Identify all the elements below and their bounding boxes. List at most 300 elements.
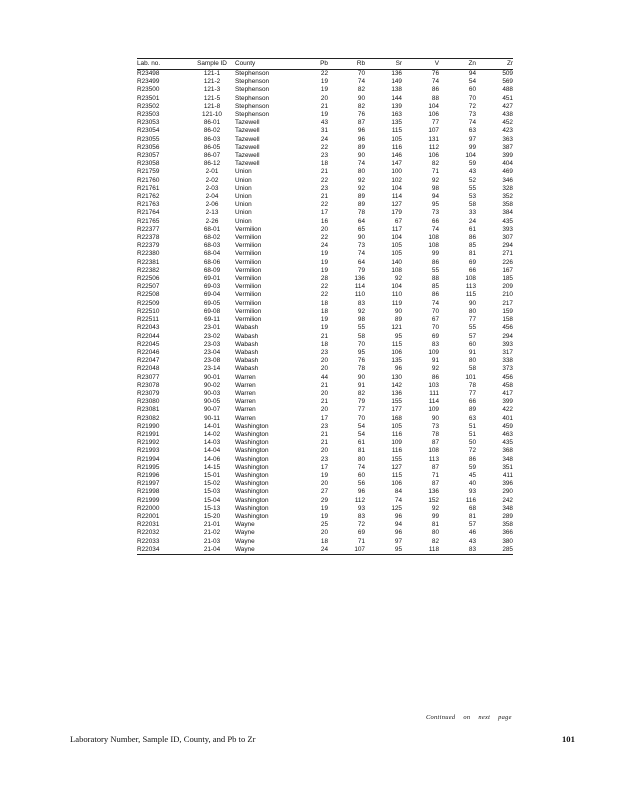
cell-rb: 91 xyxy=(357,381,365,389)
cell-lab-no: R21990 xyxy=(137,422,160,430)
cell-v: 107 xyxy=(428,127,439,135)
cell-sample-id: 2-04 xyxy=(205,193,219,201)
cell-sr: 139 xyxy=(391,102,402,110)
cell-sr: 155 xyxy=(391,455,402,463)
cell-zn: 94 xyxy=(468,70,476,77)
cell-pb: 21 xyxy=(320,430,328,438)
cell-zr: 285 xyxy=(476,546,513,555)
cell-zn: 89 xyxy=(468,406,476,414)
cell-sample-id: 23-01 xyxy=(203,324,221,332)
cell-pb: 19 xyxy=(320,266,328,274)
cell-v: 114 xyxy=(428,398,439,406)
cell-rb: 95 xyxy=(357,348,365,356)
cell-county: Vermilion xyxy=(235,275,262,283)
cell-pb: 24 xyxy=(320,242,328,250)
cell-sample-id: 86-02 xyxy=(203,127,221,135)
cell-v: 99 xyxy=(431,512,439,520)
cell-v: 152 xyxy=(428,496,439,504)
cell-pb: 21 xyxy=(320,193,328,201)
cell-v: 91 xyxy=(431,357,439,365)
cell-rb: 58 xyxy=(357,332,365,340)
cell-lab-no: R21992 xyxy=(137,439,160,447)
cell-rb: 64 xyxy=(357,217,365,225)
cell-pb: 19 xyxy=(320,504,328,512)
cell-v: 71 xyxy=(431,168,439,176)
cell-county: Wabash xyxy=(235,340,259,348)
cell-lab-no: R22506 xyxy=(137,275,160,283)
cell-rb: 96 xyxy=(357,127,365,135)
cell-sr: 121 xyxy=(391,324,402,332)
cell-sample-id: 69-01 xyxy=(203,275,221,283)
cell-zr: 348 xyxy=(502,455,513,463)
cell-zn: 43 xyxy=(468,537,476,545)
cell-zn: 60 xyxy=(468,340,476,348)
table-row xyxy=(137,316,513,324)
cell-zr: 352 xyxy=(502,193,513,201)
table-row xyxy=(137,103,513,111)
table-row xyxy=(137,242,513,250)
cell-rb: 74 xyxy=(357,160,365,168)
cell-v: 66 xyxy=(431,217,439,225)
cell-lab-no: R22377 xyxy=(137,225,160,233)
cell-sr: 109 xyxy=(391,439,402,447)
cell-county: Vermilion xyxy=(235,316,262,324)
cell-zn: 86 xyxy=(468,455,476,463)
cell-county: Washington xyxy=(235,488,269,496)
cell-county: Wayne xyxy=(235,521,255,529)
cell-v: 74 xyxy=(431,299,439,307)
cell-v: 78 xyxy=(431,430,439,438)
cell-pb: 23 xyxy=(320,455,328,463)
cell-pb: 17 xyxy=(320,463,328,471)
cell-rb: 70 xyxy=(357,70,365,77)
cell-county: Washington xyxy=(235,463,269,471)
cell-zr: 469 xyxy=(502,168,513,176)
table-body xyxy=(137,70,513,555)
cell-pb: 31 xyxy=(320,127,328,135)
cell-zr: 427 xyxy=(502,102,513,110)
table-row xyxy=(137,324,513,332)
cell-lab-no: R23499 xyxy=(137,78,160,86)
cell-sample-id: 2-01 xyxy=(205,168,219,176)
cell-rb: 90 xyxy=(357,373,365,381)
cell-pb: 20 xyxy=(320,389,328,397)
cell-lab-no: R22033 xyxy=(137,537,160,545)
cell-sample-id: 15-13 xyxy=(203,504,221,512)
cell-lab-no: R21761 xyxy=(137,184,160,192)
cell-sr: 67 xyxy=(394,217,402,225)
cell-sample-id: 121-5 xyxy=(203,94,221,102)
cell-lab-no: R21999 xyxy=(137,496,160,504)
table-row xyxy=(137,144,513,152)
cell-pb: 18 xyxy=(320,307,328,315)
table-row xyxy=(137,193,513,201)
cell-pb: 20 xyxy=(320,529,328,537)
table-row xyxy=(137,447,513,455)
cell-sample-id: 15-02 xyxy=(203,480,221,488)
cell-lab-no: R22045 xyxy=(137,340,160,348)
cell-sample-id: 69-04 xyxy=(203,291,221,299)
cell-zn: 77 xyxy=(468,389,476,397)
cell-lab-no: R21991 xyxy=(137,430,160,438)
cell-v: 67 xyxy=(431,316,439,324)
cell-county: Washington xyxy=(235,480,269,488)
cell-pb: 18 xyxy=(320,340,328,348)
cell-v: 86 xyxy=(431,291,439,299)
cell-sr: 105 xyxy=(391,135,402,143)
table-row xyxy=(137,341,513,349)
cell-zn: 85 xyxy=(468,242,476,250)
cell-sample-id: 23-08 xyxy=(203,357,221,365)
cell-zn: 72 xyxy=(468,447,476,455)
cell-pb: 19 xyxy=(320,250,328,258)
cell-sample-id: 14-04 xyxy=(203,447,221,455)
cell-lab-no: R21998 xyxy=(137,488,160,496)
cell-pb: 16 xyxy=(320,217,328,225)
cell-rb: 77 xyxy=(357,406,365,414)
cell-sample-id: 21-02 xyxy=(203,529,221,537)
cell-rb: 81 xyxy=(357,447,365,455)
cell-rb: 82 xyxy=(357,389,365,397)
cell-lab-no: R22380 xyxy=(137,250,160,258)
table-row xyxy=(137,365,513,373)
cell-sr: 116 xyxy=(391,430,402,438)
cell-v: 70 xyxy=(431,307,439,315)
cell-pb: 23 xyxy=(320,348,328,356)
cell-pb: 43 xyxy=(320,119,328,127)
cell-zn: 66 xyxy=(468,266,476,274)
table-row xyxy=(137,513,513,521)
cell-pb: 19 xyxy=(320,258,328,266)
cell-rb: 107 xyxy=(328,546,365,555)
cell-zr: 509 xyxy=(502,70,513,77)
cell-pb: 44 xyxy=(320,373,328,381)
table-row xyxy=(137,119,513,127)
cell-sample-id: 23-04 xyxy=(203,348,221,356)
header-sr: Sr xyxy=(365,59,402,70)
cell-pb: 23 xyxy=(320,422,328,430)
cell-sr: 105 xyxy=(391,422,402,430)
cell-sample-id: 14-02 xyxy=(203,430,221,438)
cell-rb: 73 xyxy=(357,242,365,250)
cell-zn: 81 xyxy=(468,512,476,520)
table-row xyxy=(137,234,513,242)
cell-rb: 55 xyxy=(357,324,365,332)
table-row xyxy=(137,267,513,275)
cell-lab-no: R22046 xyxy=(137,348,160,356)
table-row xyxy=(137,152,513,160)
cell-v: 103 xyxy=(428,381,439,389)
cell-sr: 163 xyxy=(391,111,402,119)
table-header xyxy=(137,59,513,70)
cell-county: Tazewell xyxy=(235,135,260,143)
cell-sample-id: 121-2 xyxy=(203,78,221,86)
cell-zn: 81 xyxy=(468,250,476,258)
cell-v: 106 xyxy=(428,111,439,119)
cell-v: 69 xyxy=(431,332,439,340)
cell-zr: 167 xyxy=(502,266,513,274)
cell-county: Wabash xyxy=(235,324,259,332)
cell-pb: 19 xyxy=(320,471,328,479)
cell-zr: 456 xyxy=(502,373,513,381)
cell-rb: 82 xyxy=(357,86,365,94)
cell-sr: 130 xyxy=(391,373,402,381)
cell-v: 74 xyxy=(431,78,439,86)
cell-county: Tazewell xyxy=(235,152,260,160)
table-row xyxy=(137,283,513,291)
cell-sample-id: 2-26 xyxy=(205,217,219,225)
cell-sample-id: 69-03 xyxy=(203,283,221,291)
cell-zr: 328 xyxy=(502,184,513,192)
cell-zr: 368 xyxy=(502,447,513,455)
cell-rb: 78 xyxy=(357,209,365,217)
cell-rb: 71 xyxy=(357,537,365,545)
cell-zn: 63 xyxy=(468,127,476,135)
cell-zn: 72 xyxy=(468,102,476,110)
page-number: 101 xyxy=(562,734,575,744)
cell-zr: 294 xyxy=(502,242,513,250)
cell-zr: 289 xyxy=(502,512,513,520)
cell-sample-id: 68-06 xyxy=(203,258,221,266)
cell-v: 99 xyxy=(431,250,439,258)
cell-sample-id: 14-01 xyxy=(203,422,221,430)
cell-rb: 92 xyxy=(357,184,365,192)
cell-sample-id: 68-04 xyxy=(203,250,221,258)
cell-sr: 114 xyxy=(391,193,402,201)
cell-rb: 76 xyxy=(357,111,365,119)
cell-sample-id: 23-02 xyxy=(203,332,221,340)
cell-v: 109 xyxy=(428,348,439,356)
cell-sr: 100 xyxy=(391,168,402,176)
cell-county: Union xyxy=(235,209,252,217)
cell-county: Washington xyxy=(235,422,269,430)
cell-county: Union xyxy=(235,176,252,184)
cell-rb: 112 xyxy=(354,496,365,504)
cell-rb: 114 xyxy=(354,283,365,291)
cell-zn: 46 xyxy=(468,529,476,537)
cell-lab-no: R23078 xyxy=(137,381,160,389)
table-row xyxy=(137,308,513,316)
cell-lab-no: R23503 xyxy=(137,111,160,119)
cell-county: Washington xyxy=(235,504,269,512)
header-zr: Zr xyxy=(476,59,513,70)
cell-zr: 456 xyxy=(502,324,513,332)
cell-pb: 22 xyxy=(320,201,328,209)
cell-sr: 106 xyxy=(391,480,402,488)
table-row xyxy=(137,415,513,423)
table-row xyxy=(137,136,513,144)
cell-sr: 116 xyxy=(391,143,402,151)
cell-zn: 116 xyxy=(465,496,476,504)
continued-word: Continued xyxy=(426,714,456,721)
cell-sample-id: 68-03 xyxy=(203,242,221,250)
cell-lab-no: R23054 xyxy=(137,127,160,135)
cell-lab-no: R23056 xyxy=(137,143,160,151)
table-row xyxy=(137,333,513,341)
cell-rb: 74 xyxy=(357,250,365,258)
cell-zr: 346 xyxy=(502,176,513,184)
cell-zn: 50 xyxy=(468,439,476,447)
cell-sr: 115 xyxy=(391,127,402,135)
cell-rb: 78 xyxy=(357,365,365,373)
cell-zr: 399 xyxy=(502,152,513,160)
cell-zr: 380 xyxy=(502,537,513,545)
cell-zr: 488 xyxy=(502,86,513,94)
cell-zn: 91 xyxy=(468,348,476,356)
cell-sr: 97 xyxy=(394,537,402,545)
cell-zn: 24 xyxy=(468,217,476,225)
cell-sample-id: 90-02 xyxy=(203,381,221,389)
cell-lab-no: R22509 xyxy=(137,299,160,307)
table-row xyxy=(137,488,513,496)
cell-zr: 210 xyxy=(502,291,513,299)
table-row xyxy=(137,185,513,193)
cell-sample-id: 15-01 xyxy=(203,471,221,479)
cell-zr: 226 xyxy=(502,258,513,266)
cell-zr: 393 xyxy=(502,225,513,233)
cell-rb: 74 xyxy=(357,463,365,471)
cell-lab-no: R23057 xyxy=(137,152,160,160)
continued-word: on xyxy=(463,714,471,721)
cell-zn: 69 xyxy=(468,258,476,266)
cell-county: Warren xyxy=(235,406,256,414)
cell-sr: 74 xyxy=(394,496,402,504)
cell-pb: 22 xyxy=(320,234,328,242)
cell-lab-no: R22511 xyxy=(137,316,159,324)
cell-rb: 60 xyxy=(357,471,365,479)
cell-v: 92 xyxy=(431,176,439,184)
cell-sr: 90 xyxy=(394,307,402,315)
cell-sample-id: 21-03 xyxy=(203,537,221,545)
cell-pb: 17 xyxy=(320,414,328,422)
cell-sr: 95 xyxy=(394,332,402,340)
cell-lab-no: R22378 xyxy=(137,234,160,242)
cell-sample-id: 90-05 xyxy=(203,398,221,406)
cell-county: Warren xyxy=(235,414,256,422)
cell-lab-no: R21765 xyxy=(137,217,160,225)
cell-pb: 25 xyxy=(320,521,328,529)
cell-county: Vermilion xyxy=(235,291,262,299)
cell-sample-id: 86-05 xyxy=(203,143,221,151)
cell-rb: 61 xyxy=(357,439,365,447)
cell-sr: 108 xyxy=(391,266,402,274)
cell-zr: 404 xyxy=(502,160,513,168)
cell-sr: 104 xyxy=(391,234,402,242)
cell-zr: 294 xyxy=(502,332,513,340)
cell-lab-no: R22510 xyxy=(137,307,160,315)
cell-pb: 19 xyxy=(320,78,328,86)
cell-sample-id: 68-02 xyxy=(203,234,221,242)
table-row xyxy=(137,86,513,94)
cell-zr: 209 xyxy=(502,283,513,291)
cell-v: 131 xyxy=(428,135,439,143)
cell-lab-no: R21764 xyxy=(137,209,160,217)
cell-zr: 242 xyxy=(502,496,513,504)
table-row xyxy=(137,226,513,234)
cell-pb: 20 xyxy=(320,225,328,233)
cell-zr: 363 xyxy=(502,135,513,143)
cell-zr: 348 xyxy=(502,504,513,512)
table-row xyxy=(137,209,513,217)
cell-sr: 136 xyxy=(391,389,402,397)
table-caption: Laboratory Number, Sample ID, County, and Pb to Zr xyxy=(70,734,256,744)
table-row xyxy=(137,218,513,226)
table-row xyxy=(137,78,513,86)
cell-pb: 18 xyxy=(320,160,328,168)
cell-zn: 33 xyxy=(468,209,476,217)
cell-pb: 18 xyxy=(320,537,328,545)
cell-rb: 54 xyxy=(357,422,365,430)
cell-county: Stephenson xyxy=(235,70,270,77)
cell-sr: 125 xyxy=(391,504,402,512)
cell-zn: 93 xyxy=(468,488,476,496)
table-row xyxy=(137,464,513,472)
cell-county: Wabash xyxy=(235,332,259,340)
cell-sample-id: 121-10 xyxy=(202,111,222,119)
cell-zr: 459 xyxy=(502,422,513,430)
cell-pb: 22 xyxy=(320,143,328,151)
table-row xyxy=(137,349,513,357)
cell-lab-no: R22032 xyxy=(137,529,160,537)
cell-sample-id: 90-01 xyxy=(203,373,221,381)
cell-v: 88 xyxy=(431,275,439,283)
cell-county: Stephenson xyxy=(235,78,270,86)
cell-zn: 97 xyxy=(468,135,476,143)
cell-pb: 21 xyxy=(320,439,328,447)
cell-v: 95 xyxy=(431,201,439,209)
cell-sample-id: 86-07 xyxy=(203,152,221,160)
cell-rb: 74 xyxy=(357,78,365,86)
cell-zr: 271 xyxy=(502,250,513,258)
cell-sr: 117 xyxy=(391,225,402,233)
cell-lab-no: R22043 xyxy=(137,324,160,332)
cell-zn: 59 xyxy=(468,463,476,471)
cell-zr: 452 xyxy=(502,119,513,127)
table-row xyxy=(137,390,513,398)
cell-rb: 90 xyxy=(357,94,365,102)
header-sample-id: Sample ID xyxy=(189,59,235,70)
cell-rb: 80 xyxy=(357,168,365,176)
cell-sr: 142 xyxy=(391,381,402,389)
table-row xyxy=(137,127,513,135)
cell-rb: 89 xyxy=(357,193,365,201)
cell-county: Vermilion xyxy=(235,283,262,291)
cell-rb: 90 xyxy=(357,234,365,242)
cell-zn: 70 xyxy=(468,94,476,102)
cell-v: 90 xyxy=(431,414,439,422)
cell-rb: 56 xyxy=(357,480,365,488)
cell-sr: 105 xyxy=(391,250,402,258)
cell-v: 76 xyxy=(431,70,439,77)
cell-zn: 73 xyxy=(468,111,476,119)
cell-pb: 19 xyxy=(320,111,328,119)
cell-sr: 115 xyxy=(391,340,402,348)
cell-pb: 21 xyxy=(320,398,328,406)
header-v: V xyxy=(402,59,439,70)
cell-lab-no: R21993 xyxy=(137,447,160,455)
cell-sample-id: 69-08 xyxy=(203,307,221,315)
table-row xyxy=(137,406,513,414)
table-row xyxy=(137,382,513,390)
cell-county: Washington xyxy=(235,512,269,520)
cell-sr: 94 xyxy=(394,521,402,529)
cell-zn: 59 xyxy=(468,160,476,168)
cell-v: 71 xyxy=(431,471,439,479)
cell-county: Tazewell xyxy=(235,127,260,135)
table-row xyxy=(137,521,513,529)
cell-sr: 84 xyxy=(394,488,402,496)
cell-pb: 22 xyxy=(320,176,328,184)
